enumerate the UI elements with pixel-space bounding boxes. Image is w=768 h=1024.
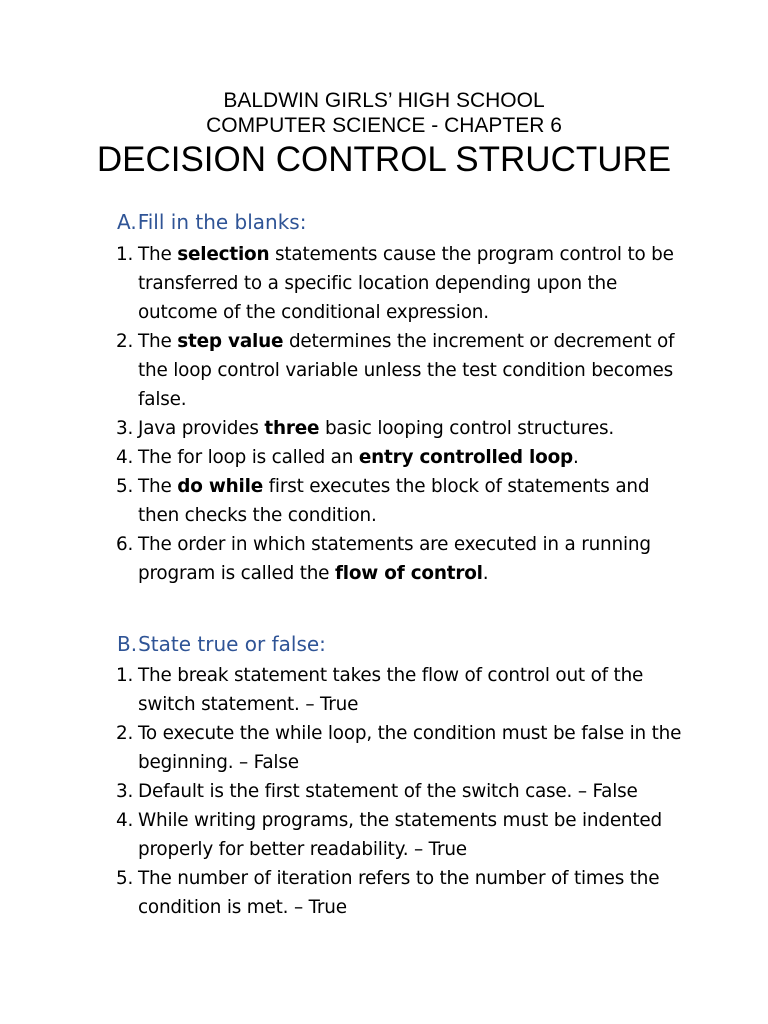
item-number: 4. bbox=[116, 810, 134, 831]
item-number: 5. bbox=[116, 868, 134, 889]
list-item bbox=[116, 443, 686, 472]
item-text-after: . bbox=[573, 447, 579, 468]
item-text-before: The for loop is called an bbox=[138, 447, 359, 468]
list-item bbox=[116, 864, 686, 922]
list-item bbox=[116, 327, 686, 414]
item-text-after: . bbox=[482, 563, 489, 584]
item-text-after: basic looping control structures. bbox=[319, 418, 614, 439]
item-number: 2. bbox=[116, 723, 134, 744]
item-answer: three bbox=[264, 418, 320, 439]
item-text-before: The bbox=[138, 476, 178, 497]
section-a-letter: A. bbox=[117, 210, 137, 234]
list-item bbox=[116, 240, 686, 327]
item-answer: step value bbox=[177, 331, 284, 352]
item-text-after: first executes the block of statements and then checks the condition. bbox=[138, 476, 650, 526]
list-item bbox=[116, 472, 686, 530]
item-number: 3. bbox=[116, 781, 134, 802]
section-b-heading bbox=[117, 632, 326, 656]
item-answer: flow of control bbox=[334, 563, 483, 584]
item-text: The number of iteration refers to the number of times the condition is met. – True bbox=[138, 868, 660, 918]
item-number: 2. bbox=[116, 331, 134, 352]
section-b-letter: B. bbox=[117, 632, 138, 656]
list-item bbox=[116, 414, 686, 443]
section-a-list bbox=[116, 240, 686, 588]
item-text-after: statements cause the program control to be transferred to a specific location depending upon the outcome of the conditional expression. bbox=[138, 244, 674, 323]
item-number: 1. bbox=[116, 665, 134, 686]
item-number: 1. bbox=[116, 244, 134, 265]
item-number: 3. bbox=[116, 418, 134, 439]
page-title: DECISION CONTROL STRUCTURE bbox=[96, 140, 672, 179]
section-a-title: Fill in the blanks: bbox=[137, 210, 307, 234]
item-text: While writing programs, the statements must be indented properly for better readability. – True bbox=[138, 810, 662, 860]
item-answer: do while bbox=[177, 476, 264, 497]
section-b-title: State true or false: bbox=[138, 632, 326, 656]
item-text-before: Java provides bbox=[138, 418, 265, 439]
item-text: To execute the while loop, the condition must be false in the beginning. – False bbox=[138, 723, 682, 773]
item-text: The break statement takes the flow of control out of the switch statement. – True bbox=[138, 665, 644, 715]
item-number: 4. bbox=[116, 447, 134, 468]
list-item bbox=[116, 719, 686, 777]
item-text: Default is the first statement of the switch case. – False bbox=[138, 781, 638, 802]
list-item bbox=[116, 777, 686, 806]
list-item bbox=[116, 530, 686, 588]
section-b-list bbox=[116, 661, 686, 922]
item-answer: selection bbox=[177, 244, 270, 265]
item-text-before: The bbox=[138, 331, 178, 352]
item-text-before: The bbox=[138, 244, 178, 265]
item-answer: entry controlled loop bbox=[358, 447, 573, 468]
subject-chapter: COMPUTER SCIENCE - CHAPTER 6 bbox=[206, 114, 562, 137]
section-a-heading bbox=[117, 210, 306, 234]
item-number: 6. bbox=[116, 534, 134, 555]
item-number: 5. bbox=[116, 476, 134, 497]
school-name: BALDWIN GIRLS’ HIGH SCHOOL bbox=[223, 89, 545, 112]
item-text-after: determines the increment or decrement of the loop control variable unless the test condition becomes false. bbox=[138, 331, 675, 410]
list-item bbox=[116, 661, 686, 719]
list-item bbox=[116, 806, 686, 864]
item-text-before: The order in which statements are executed in a running program is called the bbox=[138, 534, 651, 584]
